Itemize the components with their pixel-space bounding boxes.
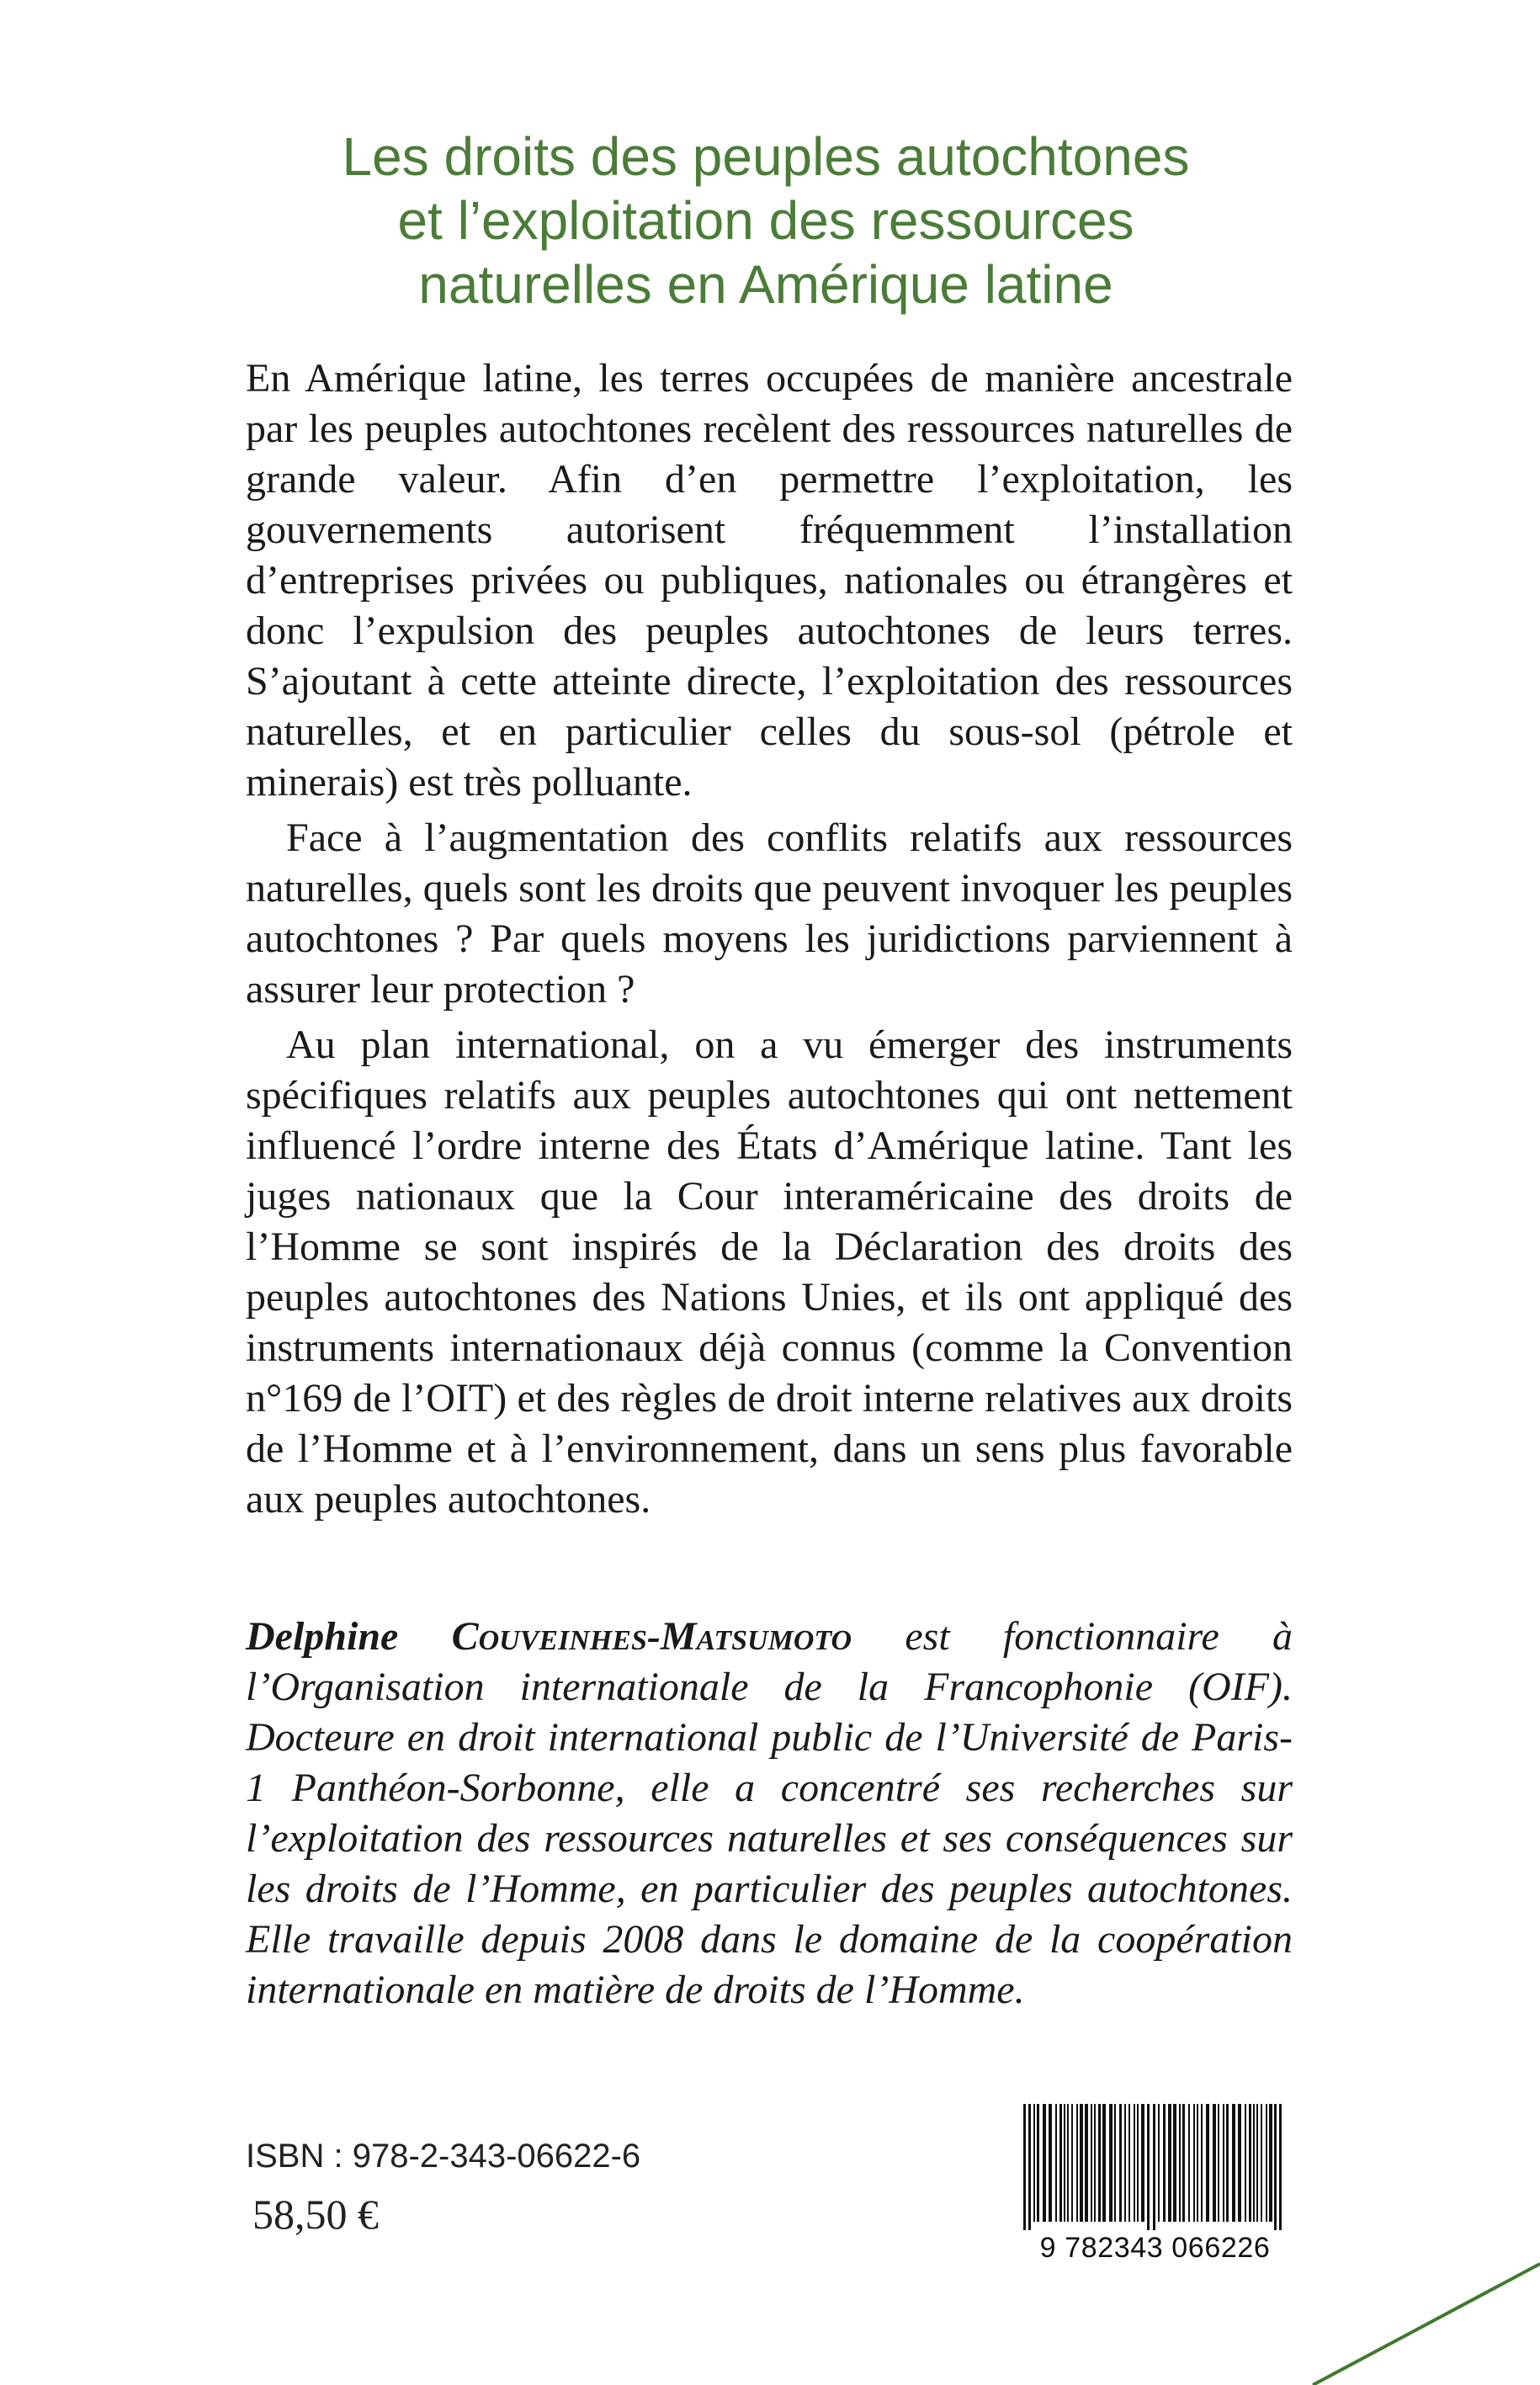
author-first-name: Delphine: [246, 1614, 399, 1659]
summary-paragraph-3: Au plan international, on a vu émerger des instruments spécifiques relatifs aux peuples autochtones qui ont nettement influencé l’ordre interne des États d’Amérique latine. Tant les juges nationaux que la Cour interaméricaine des droits de l’Homme se sont inspirés de la Déclaration des droits des peuples autochtones des Nations Unies, et ils ont appliqué des instruments internationaux déjà connus (comme la Convention n°169 de l’OIT) et des règles de droit interne relatives aux droits de l’Homme et à l’environnement, dans un sens plus favorable aux peuples autochtones.: [246, 1023, 1293, 1522]
summary-paragraph-2: Face à l’augmentation des conflits relatifs aux ressources naturelles, quels sont les droits que peuvent invoquer les peuples autochtones ? Par quels moyens les juridictions parviennent à assurer leur protection ?: [246, 815, 1293, 1012]
isbn-label: ISBN : 978-2-343-06622-6: [246, 2138, 641, 2175]
title-line-2: et l’exploitation des ressources: [397, 190, 1134, 251]
title-line-1: Les droits des peuples autochtones: [342, 126, 1190, 187]
author-bio-text: est fonctionnaire à l’Organisation internationale de la Francophonie (OIF). Docteure en droit international public de l’Université de Paris-1 Panthéon-Sorbonne, elle a concentré ses recherches sur l’exploitation des ressources naturelles et ses conséquences sur les droits de l’Homme, en particulier des peuples autochtones. Elle travaille depuis 2008 dans le domaine de la coopération internationale en matière de droits de l’Homme.: [246, 1614, 1293, 2012]
barcode-digits: 9 782343 066226: [1039, 2232, 1271, 2264]
title-line-3: naturelles en Amérique latine: [418, 254, 1113, 315]
price-label: 58,50 €: [252, 2191, 379, 2238]
author-last-name: Couveinhes-Matsumoto: [451, 1614, 852, 1659]
summary-paragraph-1: En Amérique latine, les terres occupées de manière ancestrale par les peuples autochtones recèlent des ressources naturelles de grande valeur. Afin d’en permettre l’exploitation, les gouvernements autorisent fréquemment l’installation d’entreprises privées ou publiques, nationales ou étrangères et donc l’expulsion des peuples autochtones de leurs terres. S’ajoutant à cette atteinte directe, l’exploitation des ressources naturelles, et en particulier celles du sous-sol (pétrole et minerais) est très polluante.: [246, 356, 1293, 805]
